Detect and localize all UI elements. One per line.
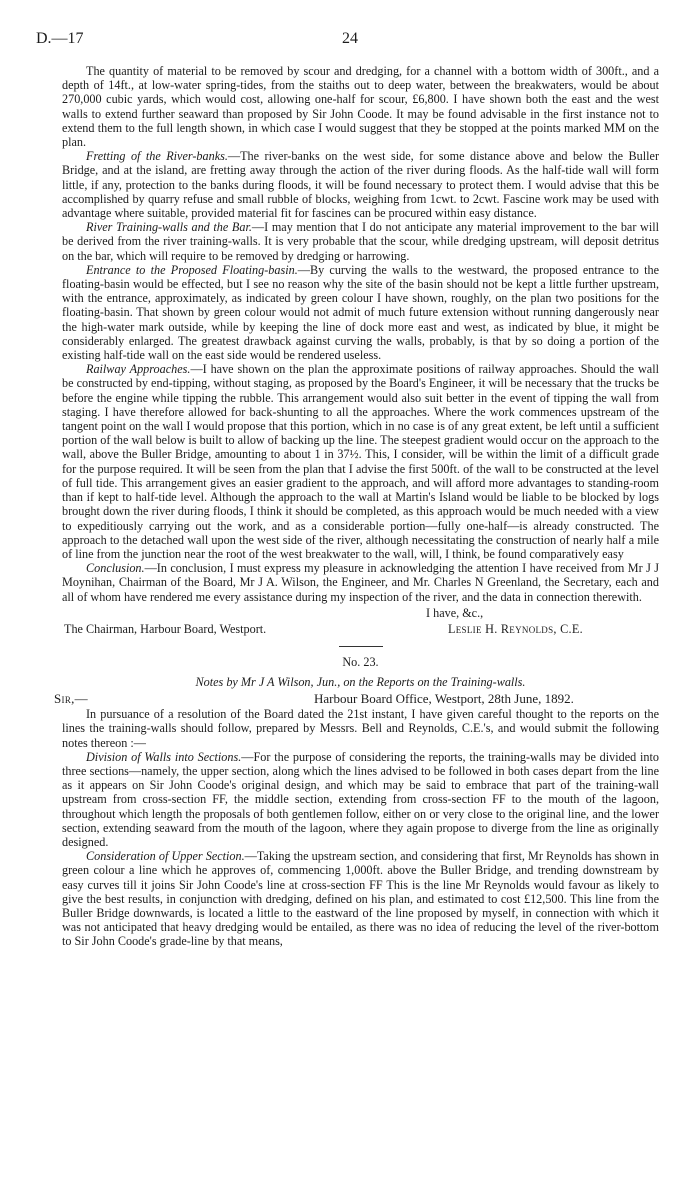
sidehead-fretting: Fretting of the River-banks.	[86, 149, 228, 164]
paragraph-division-text: —For the purpose of considering the reports, the training-walls may be divided into three sections—namely, the upper section, along which the lines advised to be followed in both cases depart from the line as it appears on Sir John Coode's original design, and which may be said to embrace that part of the training-wall upstream from cross-section FF, the middle section, extending from cross-section FF to the mouth of the lagoon, throughout which length the proposals of both gentlemen follow, either on or very close to the original line, and the lower section, extending seaward from the mouth of the lagoon, where they again propose to diverge from the line as originally designed.	[62, 749, 660, 849]
paragraph-fretting	[62, 149, 659, 220]
signoff-block	[62, 606, 659, 636]
paragraph-training-walls	[62, 220, 659, 263]
addressee-line: The Chairman, Harbour Board, Westport.	[64, 621, 267, 636]
document-reference: D.—17	[36, 30, 84, 47]
sidehead-training-walls: River Training-walls and the Bar.	[86, 220, 252, 235]
sidehead-floating-basin: Entrance to the Proposed Floating-basin.	[86, 262, 298, 277]
dateline: Harbour Board Office, Westport, 28th June, 1892.	[314, 691, 574, 707]
signature: Leslie H. Reynolds, C.E.	[448, 621, 583, 636]
paragraph-fretting-text: —The river-banks on the west side, for some distance above and below the Buller Bridge, and at the island, are fretting away through the action of the river during floods. As the half-tide wall will form little, if any, protection to the banks during floods, it will be found necessary to protect them. I would advise that this be accomplished by quarry refuse and small rubble of blocks, weighing from 1cwt. to 2cwt. Fascine work may be used with advantage where suitable, provided material fit for fascines can be procured within easy distance.	[62, 149, 660, 221]
paragraph-division	[62, 750, 659, 849]
paragraph-upper-section-text: —Taking the upstream section, and considering that first, Mr Reynolds has shown in green colour a line which he approves of, commencing 1,000ft. above the Buller Bridge, and trending downstream by easy curves till it joins Sir John Coode's line at cross-section FF This is the line Mr Reynolds would favour as likely to give the best results, in conjunction with dredging, defined on his plan, and estimated to cost £12,500. This line from the Buller Bridge downwards, is located a little to the eastward of the line proposed by myself, in connection with which it was not anticipated that heavy dredging would be entailed, as there was no idea of reducing the level of the river-bottom to Sir John Coode's grade-line by that means,	[62, 849, 659, 949]
paragraph-training-walls-text: —I may mention that I do not anticipate any material improvement to the bar will be derived from the river training-walls. It is very probable that the scour, while dredging upstream, will deposit detritus on the bar, which will require to be removed by dredging or harrowing.	[62, 220, 659, 263]
page-header	[36, 30, 664, 52]
paragraph-upper-section	[62, 849, 659, 948]
document-number: No. 23.	[342, 654, 379, 669]
paragraph-railway-text: —I have shown on the plan the approximate positions of railway approaches. Should the wall be constructed by end-tipping, without staging, as proposed by the Board's Engineer, it will be necessary that the trucks be before the engine while tipping the rubble. This arrangement would also suit better in the event of tipping the wall from staging. I have therefore allowed for back-shunting to all the approaches. Where the work commences upstream of the tangent point on the wall I would propose that this portion, which in no case is of any great extent, be left until a sufficient portion of the wall below is built to allow of backing up the line. The steepest gradient would occur on the approach to the wall, above the Buller Bridge, amounting to about 1 in 37½. This, I consider, will be within the limit of a difficult grade for the purpose required. It will be seen from the plan that I advise the first 500ft. of the wall to be constructed at the level of full tide. This arrangement gives an easier gradient to the approach, and will afford more advantages to standing-room than if kept to half-tide level. Although the approach to the wall at Martin's Island would be liable to be blocked by logs brought down the river during floods, I think it should be completed, as this approach would be much needed with a view to expeditiously carrying out the work, and as a considerable portion—fully one-half—is already constructed. The approach to the detached wall upon the west side of the river, although necessitating the construction of nearly half a mile of line from the junction near the root of the west breakwater to the wall, will, I think, be found comparatively easy	[62, 362, 659, 561]
paragraph-railway	[62, 362, 659, 561]
paragraph-pursuance: In pursuance of a resolution of the Board dated the 21st instant, I have given careful thought to the reports on the lines the training-walls should follow, prepared by Messrs. Bell and Reynolds, C.E.'s, and would submit the following notes thereon :—	[62, 707, 659, 750]
sidehead-railway: Railway Approaches.	[86, 362, 191, 377]
salutation-row	[54, 691, 659, 707]
paragraph-floating-basin-text: —By curving the walls to the westward, the proposed entrance to the floating-basin would be effected, but I see no reason why the site of the basin should not be kept a little further upstream, with the entrance, approximately, as indicated by green colour I have shown, roughly, on the plan two positions for the floating-basin. That shown by green colour would not admit of much future extension without running dangerously near the high-water mark outside, while by keeping the line of dock more east and west, as indicated by blue, it might be considerably enlarged. The greatest drawback against curving the walls, probably, is that by so doing a portion of the existing half-tide wall on the east side would be rendered useless.	[62, 262, 659, 363]
paragraph-conclusion	[62, 561, 659, 604]
paragraph-floating-basin	[62, 263, 659, 362]
page-number: 24	[342, 30, 358, 47]
sidehead-upper-section: Consideration of Upper Section.	[86, 849, 245, 864]
paragraph-conclusion-text: —In conclusion, I must express my pleasure in acknowledging the attention I have received from Mr J J Moynihan, Chairman of the Board, Mr J A. Wilson, the Engineer, and Mr. Charles N Greenland, the Secretary, each and all of whom have rendered me every assistance during my inspection of the river, and the data in connection therewith.	[62, 561, 659, 604]
document-title: Notes by Mr J A Wilson, Jun., on the Reports on the Training-walls.	[195, 674, 526, 689]
paragraph-quantity: The quantity of material to be removed by scour and dredging, for a channel with a bottom width of 300ft., and a depth of 14ft., at low-water spring-tides, from the staiths out to deep water, between the breakwaters, would be about 270,000 cubic yards, which would cost, allowing one-half for scour, £6,800. I have shown both the east and the west walls to extend further seaward than proposed by Sir John Coode. It may be found advisable in the first instance not to extend them to the full length shown, in which case I would suggest that they be stopped at the points marked MM on the plan.	[62, 64, 659, 150]
sidehead-division: Division of Walls into Sections.	[86, 749, 242, 764]
closing-line: I have, &c.,	[426, 605, 484, 620]
page-body	[54, 64, 660, 949]
salutation: Sir,—	[54, 691, 88, 707]
section-divider	[339, 646, 383, 647]
sidehead-conclusion: Conclusion.	[86, 561, 145, 576]
